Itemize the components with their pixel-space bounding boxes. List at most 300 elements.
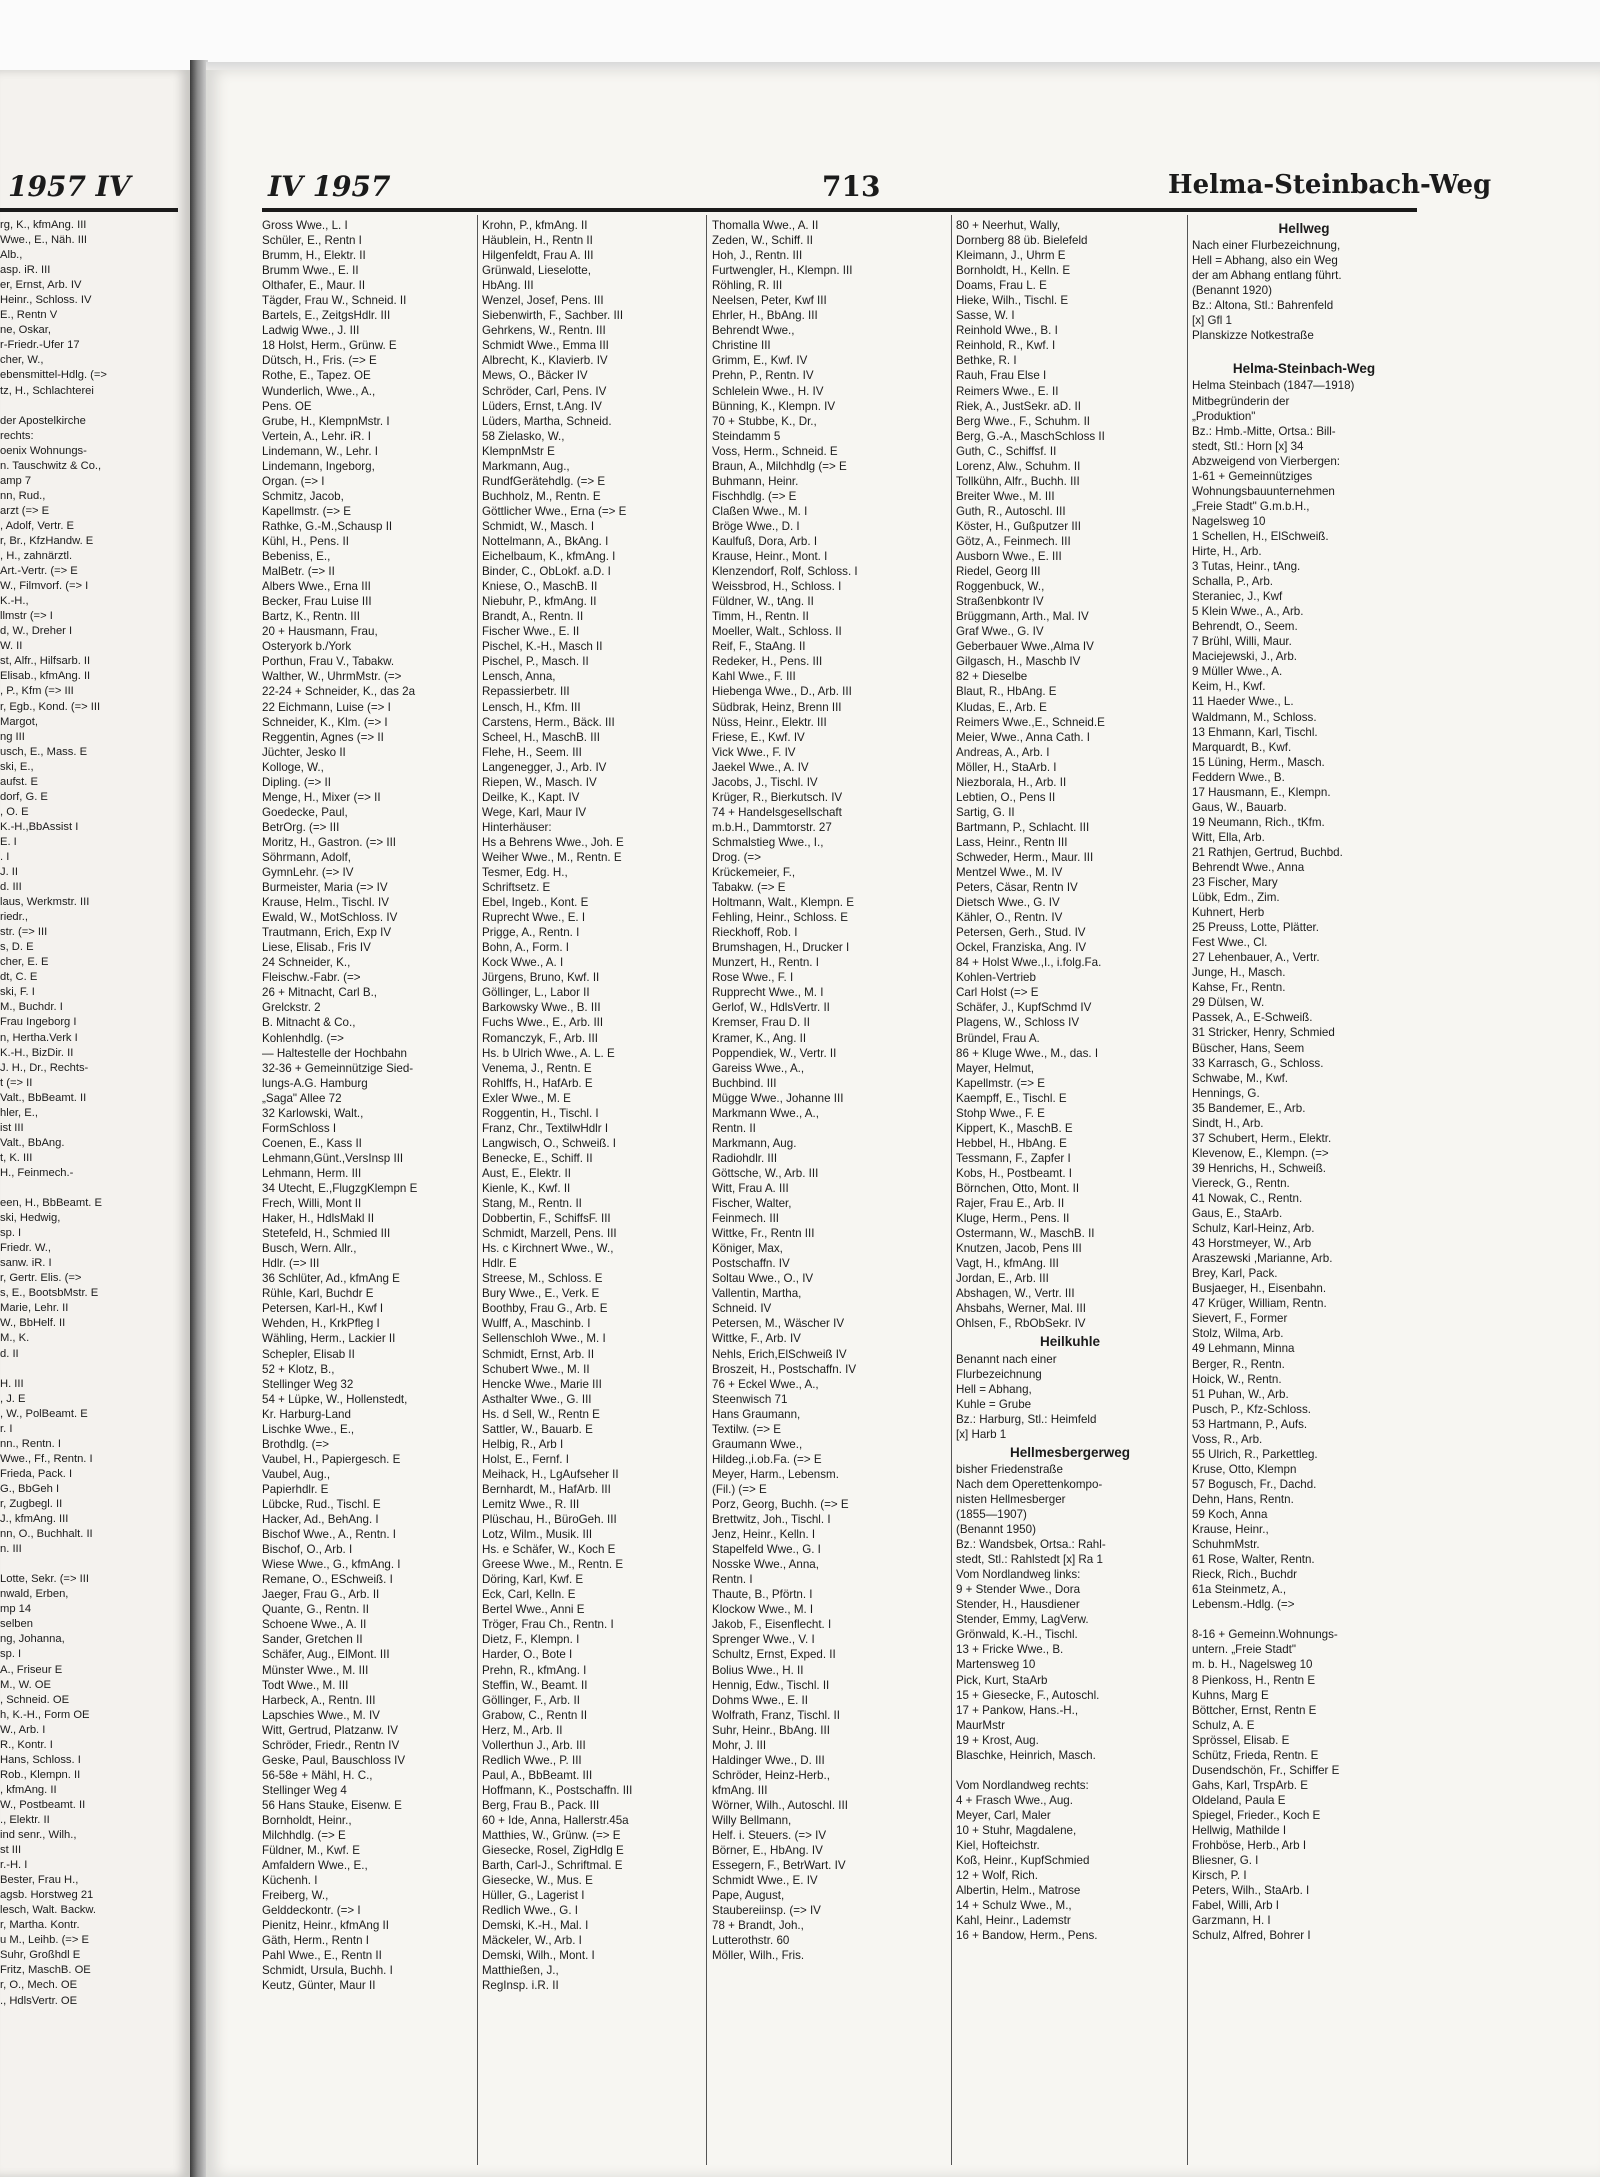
directory-line: Fischer, Walter, bbox=[712, 1197, 792, 1211]
column-divider bbox=[1187, 215, 1188, 2165]
directory-line: Busjaeger, H., Eisenbahn. bbox=[1192, 1282, 1327, 1296]
directory-line: M., W. OE bbox=[0, 1678, 51, 1691]
directory-line: Küchenh. I bbox=[262, 1874, 318, 1888]
directory-line: Jordan, E., Arb. III bbox=[956, 1272, 1049, 1286]
directory-line: Markmann, Aug. bbox=[712, 1136, 797, 1150]
directory-column-2 bbox=[482, 218, 700, 2163]
directory-line: Markmann Wwe., A., bbox=[712, 1106, 819, 1120]
directory-line: 82 + Dieselbe bbox=[956, 670, 1028, 684]
directory-line: 9 Müller Wwe., A. bbox=[1192, 665, 1283, 679]
directory-line: Viereck, G., Rentn. bbox=[1192, 1176, 1290, 1190]
directory-line: Nehls, Erich,ElSchweiß IV bbox=[712, 1347, 847, 1361]
directory-line: Boothby, Frau G., Arb. E bbox=[482, 1302, 608, 1316]
directory-line: Munzert, H., Rentn. I bbox=[712, 956, 819, 970]
directory-line: Weiher Wwe., M., Rentn. E bbox=[482, 850, 622, 864]
directory-line: 10 + Stuhr, Magdalene, bbox=[956, 1823, 1077, 1837]
directory-line: Guth, C., Schiffsf. II bbox=[956, 444, 1057, 458]
page-number: 713 bbox=[822, 170, 881, 203]
directory-line: Pienitz, Heinr., kfmAng II bbox=[262, 1919, 389, 1933]
directory-line: t, K. III bbox=[0, 1151, 33, 1164]
directory-line: Klenzendorf, Rolf, Schloss. I bbox=[712, 565, 858, 579]
directory-line: Guth, R., Autoschl. III bbox=[956, 504, 1066, 518]
directory-line: R., Kontr. I bbox=[0, 1738, 53, 1751]
directory-line: r, Egb., Kond. (=> III bbox=[0, 700, 101, 713]
directory-line: Sander, Gretchen II bbox=[262, 1633, 363, 1647]
directory-line: Paul, A., BbBeamt. III bbox=[482, 1768, 593, 1782]
directory-line: Schmidt, Marzell, Pens. III bbox=[482, 1227, 617, 1241]
directory-line: Krüger, R., Bierkutsch. IV bbox=[712, 790, 843, 804]
directory-line: Krückemeier, F., bbox=[712, 866, 796, 880]
directory-line: Jakob, F., Eisenflecht. I bbox=[712, 1618, 832, 1632]
directory-line: Soltau Wwe., O., IV bbox=[712, 1272, 814, 1286]
directory-line: KlempnMstr E bbox=[482, 444, 555, 458]
directory-line: Kapellmstr. (=> E bbox=[262, 504, 351, 518]
directory-line: Kohlen-Vertrieb bbox=[956, 971, 1036, 985]
directory-line: Kaulfuß, Dora, Arb. I bbox=[712, 534, 818, 548]
directory-line: Kühl, H., Pens. II bbox=[262, 534, 349, 548]
directory-line: Hebbel, H., HbAng. E bbox=[956, 1136, 1067, 1150]
directory-line: ski, F. I bbox=[0, 986, 35, 999]
directory-line: Schubert Wwe., M. II bbox=[482, 1362, 590, 1376]
directory-line: Markmann, Aug., bbox=[482, 459, 570, 473]
directory-line: Schütz, Frieda, Rentn. E bbox=[1192, 1748, 1319, 1762]
column-divider bbox=[706, 215, 707, 2165]
directory-line: Witt, Ella, Arb. bbox=[1192, 830, 1265, 844]
directory-line: Porz, Georg, Buchh. (=> E bbox=[712, 1497, 849, 1511]
directory-line: Quante, G., Rentn. II bbox=[262, 1603, 369, 1617]
directory-line: Langwisch, O., Schweiß. I bbox=[482, 1136, 617, 1150]
directory-line: Meyer, Carl, Maler bbox=[956, 1808, 1051, 1822]
directory-line: Nagelsweg 10 bbox=[1192, 514, 1266, 528]
directory-line: ind senr., Wilh., bbox=[0, 1829, 77, 1842]
directory-line: Sprenger Wwe., V. I bbox=[712, 1633, 815, 1647]
directory-line: Bornholdt, H., Kelln. E bbox=[956, 264, 1071, 278]
directory-line: 14 + Schulz Wwe., M., bbox=[956, 1899, 1072, 1913]
directory-line: Elisab., kfmAng. II bbox=[0, 670, 91, 683]
directory-line: sp. I bbox=[0, 1648, 22, 1661]
directory-line: Pape, August, bbox=[712, 1889, 785, 1903]
directory-line: Hoh, J., Rentn. III bbox=[712, 249, 803, 263]
directory-line: Niezborala, H., Arb. II bbox=[956, 775, 1067, 789]
directory-line: Giesecke, Rosel, ZigHdlg E bbox=[482, 1844, 624, 1858]
directory-line: m.b.H., Dammtorstr. 27 bbox=[712, 820, 832, 834]
directory-line: Knutzen, Jacob, Pens III bbox=[956, 1242, 1082, 1256]
directory-line: Prehn, R., kfmAng. I bbox=[482, 1663, 587, 1677]
directory-line: Suhr, Heinr., BbAng. III bbox=[712, 1723, 830, 1737]
directory-line: Hdlr. (=> III bbox=[262, 1257, 320, 1271]
page-header-street: Helma-Steinbach-Weg bbox=[1168, 170, 1492, 200]
directory-line: Köster, H., Gußputzer III bbox=[956, 519, 1082, 533]
directory-line: Ewald, W., MotSchloss. IV bbox=[262, 911, 398, 925]
directory-line: Meier, Wwe., Anna Cath. I bbox=[956, 730, 1091, 744]
directory-line: Schultz, Ernst, Exped. II bbox=[712, 1648, 836, 1662]
directory-line: Binder, C., ObLokf. a.D. I bbox=[482, 565, 611, 579]
directory-line: tz, H., Schlachterei bbox=[0, 384, 94, 397]
directory-line: K.-H., bbox=[0, 595, 29, 608]
directory-line: 17 Hausmann, E., Klempn. bbox=[1192, 785, 1331, 799]
directory-line: Reimers Wwe., E. II bbox=[956, 384, 1059, 398]
directory-line: , H., zahnärztl. bbox=[0, 550, 73, 563]
directory-column-5 bbox=[1192, 218, 1416, 2163]
directory-line: Brumm, H., Elektr. II bbox=[262, 249, 366, 263]
directory-line: Niebuhr, P., kfmAng. II bbox=[482, 595, 597, 609]
directory-line: Hs. b Ulrich Wwe., A. L. E bbox=[482, 1046, 615, 1060]
directory-line bbox=[956, 1763, 1184, 1778]
directory-line: Lebensm.-Hdlg. (=> bbox=[1192, 1598, 1295, 1612]
directory-line: 5 Klein Wwe., A., Arb. bbox=[1192, 605, 1304, 619]
directory-line: cher, W., bbox=[0, 354, 44, 367]
directory-line: der am Abhang entlang führt. bbox=[1192, 269, 1342, 283]
directory-line: Bz.: Hmb.-Mitte, Ortsa.: Bill- bbox=[1192, 424, 1336, 438]
directory-line: Straßenbkontr IV bbox=[956, 595, 1044, 609]
directory-line: agsb. Horstweg 21 bbox=[0, 1889, 94, 1902]
directory-line: Ausborn Wwe., E. III bbox=[956, 550, 1062, 564]
directory-line: Voss, R., Arb. bbox=[1192, 1432, 1263, 1446]
directory-line: Dornberg 88 üb. Bielefeld bbox=[956, 234, 1088, 248]
directory-line: J., kfmAng. III bbox=[0, 1513, 69, 1526]
directory-line: Lindemann, Ingeborg, bbox=[262, 459, 375, 473]
directory-line: Pahl Wwe., E., Rentn II bbox=[262, 1949, 382, 1963]
directory-line: Schulz, Alfred, Bohrer I bbox=[1192, 1929, 1311, 1943]
directory-line: Jaeger, Frau G., Arb. II bbox=[262, 1588, 380, 1602]
directory-line: Steenwisch 71 bbox=[712, 1392, 788, 1406]
directory-line: Sievert, F., Former bbox=[1192, 1312, 1288, 1326]
directory-line: W., Postbeamt. II bbox=[0, 1798, 86, 1811]
directory-line: Bury Wwe., E., Verk. E bbox=[482, 1287, 600, 1301]
directory-line: Essegern, F., BetrWart. IV bbox=[712, 1859, 846, 1873]
directory-line: Wähling, Herm., Lackier II bbox=[262, 1332, 396, 1346]
directory-line: Reinhold, R., Kwf. I bbox=[956, 339, 1056, 353]
directory-line: Mews, O., Bäcker IV bbox=[482, 369, 588, 383]
directory-line: Alb., bbox=[0, 249, 23, 262]
directory-line: Carstens, Herm., Bäck. III bbox=[482, 715, 615, 729]
directory-line: Grünwald, Lieselotte, bbox=[482, 264, 591, 278]
directory-line: Kaempff, E., Tischl. E bbox=[956, 1091, 1067, 1105]
directory-line: Helbig, R., Arb I bbox=[482, 1437, 564, 1451]
directory-line: Brüggmann, Arth., Mal. IV bbox=[956, 610, 1089, 624]
directory-line: Sindt, H., Arb. bbox=[1192, 1116, 1264, 1130]
directory-line: Jenz, Heinr., Kelln. I bbox=[712, 1528, 816, 1542]
directory-line: Dietsch Wwe., G. IV bbox=[956, 896, 1060, 910]
directory-line: Bethke, R. I bbox=[956, 354, 1017, 368]
directory-line: 9 + Stender Wwe., Dora bbox=[956, 1583, 1081, 1597]
directory-line: 7 Brühl, Willi, Maur. bbox=[1192, 635, 1292, 649]
directory-line: 8 Pienkoss, H., Rentn E bbox=[1192, 1673, 1316, 1687]
directory-line: Lehmann,Günt.,VersInsp III bbox=[262, 1151, 404, 1165]
directory-line: Hieke, Wilh., Tischl. E bbox=[956, 294, 1069, 308]
directory-line: Bertel Wwe., Anni E bbox=[482, 1603, 585, 1617]
directory-line: Behrendt Wwe., bbox=[712, 324, 795, 338]
directory-line: Peters, Cäsar, Rentn IV bbox=[956, 881, 1078, 895]
directory-line: Schmidt Wwe., Emma III bbox=[482, 339, 609, 353]
directory-line bbox=[1192, 1612, 1416, 1627]
directory-line: Prigge, A., Rentn. I bbox=[482, 926, 580, 940]
directory-line: Sasse, W. I bbox=[956, 309, 1015, 323]
directory-line: Koß, Heinr., KupfSchmied bbox=[956, 1854, 1090, 1868]
directory-line: Lübk, Edm., Zim. bbox=[1192, 891, 1280, 905]
directory-line: Marquardt, B., Kwf. bbox=[1192, 740, 1292, 754]
directory-line: Moritz, H., Gastron. (=> III bbox=[262, 835, 397, 849]
directory-line: Albertin, Helm., Matrose bbox=[956, 1884, 1081, 1898]
directory-line: Christine III bbox=[712, 339, 771, 353]
directory-line: 4 + Frasch Wwe., Aug. bbox=[956, 1793, 1073, 1807]
directory-line: Dipling. (=> II bbox=[262, 775, 331, 789]
directory-line: Plüschau, H., BüroGeh. III bbox=[482, 1513, 617, 1527]
directory-line: Ladwig Wwe., J. III bbox=[262, 324, 360, 338]
directory-line: Hs a Behrens Wwe., Joh. E bbox=[482, 835, 624, 849]
directory-line: ., HdlsVertr. OE bbox=[0, 1994, 78, 2007]
street-heading: Helma-Steinbach-Weg bbox=[1232, 361, 1376, 377]
directory-line: 1 Schellen, H., ElSchweiß. bbox=[1192, 529, 1329, 543]
directory-line: , P., Kfm (=> III bbox=[0, 685, 74, 698]
directory-line: Harbeck, A., Rentn. III bbox=[262, 1693, 376, 1707]
directory-line: r, Zugbegl. II bbox=[0, 1497, 63, 1510]
directory-line: 26 + Mitnacht, Carl B., bbox=[262, 986, 378, 1000]
directory-line: Stohp Wwe., F. E bbox=[956, 1106, 1045, 1120]
directory-line: Jürgens, Bruno, Kwf. II bbox=[482, 971, 600, 985]
directory-line: Kippert, K., MaschB. E bbox=[956, 1121, 1073, 1135]
directory-line: Münster Wwe., M. III bbox=[262, 1663, 369, 1677]
directory-line: Gäth, Herm., Rentn I bbox=[262, 1934, 369, 1948]
directory-line: Nottelmann, A., BkAng. I bbox=[482, 534, 609, 548]
directory-line: Albers Wwe., Erna III bbox=[262, 580, 371, 594]
directory-line: r, Gertr. Elis. (=> bbox=[0, 1272, 82, 1285]
directory-line: 19 + Krost, Aug. bbox=[956, 1733, 1039, 1747]
directory-line: Bartels, E., ZeitgsHdlr. III bbox=[262, 309, 391, 323]
directory-line: Kock Wwe., A. I bbox=[482, 956, 564, 970]
directory-line: H., Feinmech.- bbox=[0, 1166, 74, 1179]
directory-line: Hencke Wwe., Marie III bbox=[482, 1377, 602, 1391]
directory-line: Hans Graumann, bbox=[712, 1407, 801, 1421]
directory-line: Oldeland, Paula E bbox=[1192, 1793, 1286, 1807]
directory-line: untern. „Freie Stadt" bbox=[1192, 1643, 1296, 1657]
directory-line: Bartmann, P., Schlacht. III bbox=[956, 820, 1090, 834]
directory-line: 12 + Wolf, Rich. bbox=[956, 1869, 1038, 1883]
directory-line: nn, O., Buchhalt. II bbox=[0, 1528, 93, 1541]
directory-line: 74 + Handelsgesellschaft bbox=[712, 805, 842, 819]
directory-line: 84 + Holst Wwe.,I., i.folg.Fa. bbox=[956, 956, 1102, 970]
directory-line: Araszewski ,Marianne, Arb. bbox=[1192, 1252, 1333, 1266]
directory-line: Schlelein Wwe., H. IV bbox=[712, 384, 824, 398]
directory-line: arzt (=> E bbox=[0, 504, 50, 517]
directory-line: MalBetr. (=> II bbox=[262, 565, 335, 579]
directory-line: 16 + Bandow, Herm., Pens. bbox=[956, 1929, 1098, 1943]
directory-line: hler, E., bbox=[0, 1106, 38, 1119]
directory-line: ng III bbox=[0, 730, 25, 743]
directory-line: M., K. bbox=[0, 1332, 30, 1345]
directory-line: Häublein, H., Rentn II bbox=[482, 234, 593, 248]
directory-line: Stolz, Wilma, Arb. bbox=[1192, 1327, 1284, 1341]
directory-line: Flurbezeichnung bbox=[956, 1367, 1042, 1381]
directory-line: Krause, Heinr., bbox=[1192, 1523, 1269, 1537]
directory-line: Aust, E., Elektr. II bbox=[482, 1166, 571, 1180]
directory-line: 58 Zielasko, W., bbox=[482, 429, 565, 443]
directory-line: Südbrak, Heinz, Brenn III bbox=[712, 700, 842, 714]
directory-line: Drog. (=> bbox=[712, 850, 761, 864]
directory-line: nn, Rud., bbox=[0, 489, 46, 502]
directory-line: Riek, A., JustSekr. aD. II bbox=[956, 399, 1082, 413]
directory-line: [x] Harb 1 bbox=[956, 1427, 1007, 1441]
directory-line: Mäckeler, W., Arb. I bbox=[482, 1934, 582, 1948]
directory-line: B. Mitnacht & Co., bbox=[262, 1016, 356, 1030]
directory-line: W. II bbox=[0, 640, 23, 653]
directory-line: Stetefeld, H., Schmied III bbox=[262, 1227, 391, 1241]
directory-line: 78 + Brandt, Joh., bbox=[712, 1919, 804, 1933]
directory-line: Gross Wwe., L. I bbox=[262, 219, 348, 232]
directory-line: Junge, H., Masch. bbox=[1192, 966, 1286, 980]
directory-line: Schneider, K., Klm. (=> I bbox=[262, 715, 388, 729]
directory-line: Fehling, Heinr., Schloss. E bbox=[712, 911, 848, 925]
directory-line: Möller, H., StaArb. I bbox=[956, 760, 1057, 774]
directory-line: asp. iR. III bbox=[0, 264, 51, 277]
directory-line: Wittke, Fr., Rentn III bbox=[712, 1227, 815, 1241]
directory-line: Schäfer, J., KupfSchmd IV bbox=[956, 1001, 1092, 1015]
directory-line: Lindemann, W., Lehr. I bbox=[262, 444, 379, 458]
directory-line: 32-36 + Gemeinnützige Sied- bbox=[262, 1061, 414, 1075]
directory-line: d. II bbox=[0, 1347, 19, 1360]
directory-line: Wunderlich, Wwe., A., bbox=[262, 384, 376, 398]
directory-line: lesch, Walt. Backw. bbox=[0, 1904, 96, 1917]
directory-line: Tessmann, F., Zapfer I bbox=[956, 1151, 1071, 1165]
directory-line: K.-H.,BbAssist I bbox=[0, 820, 79, 833]
directory-line: Textilw. (=> E bbox=[712, 1422, 781, 1436]
directory-line: Rose Wwe., F. I bbox=[712, 971, 794, 985]
directory-line: Barkowsky Wwe., B. III bbox=[482, 1001, 601, 1015]
directory-line: Tröger, Frau Ch., Rentn. I bbox=[482, 1618, 614, 1632]
directory-line: Stellinger Weg 32 bbox=[262, 1377, 354, 1391]
directory-line: Maciejewski, J., Arb. bbox=[1192, 650, 1298, 664]
directory-line: Buchholz, M., Rentn. E bbox=[482, 489, 601, 503]
directory-line: Hinterhäuser: bbox=[482, 820, 552, 834]
directory-line: Streese, M., Schloss. E bbox=[482, 1272, 603, 1286]
directory-line: Hüller, G., Lagerist I bbox=[482, 1889, 585, 1903]
directory-line: Fleischw.-Fabr. (=> bbox=[262, 971, 361, 985]
directory-line: Venema, J., Rentn. E bbox=[482, 1061, 592, 1075]
directory-line: Haker, H., HdlsMakl II bbox=[262, 1212, 375, 1226]
directory-line: Graumann Wwe., bbox=[712, 1437, 803, 1451]
directory-line: Eichelbaum, K., kfmAng. I bbox=[482, 550, 616, 564]
directory-line: Brey, Karl, Pack. bbox=[1192, 1267, 1278, 1281]
directory-line: Franz, Chr., TextilwHdlr I bbox=[482, 1121, 609, 1135]
directory-line: SchuhmMstr. bbox=[1192, 1538, 1260, 1552]
directory-line: Kahl, Heinr., Lademstr bbox=[956, 1914, 1071, 1928]
directory-line: s, E., BootsbMstr. E bbox=[0, 1287, 99, 1300]
directory-line: Kobs, H., Postbeamt. I bbox=[956, 1166, 1072, 1180]
directory-line: Papierhdlr. E bbox=[262, 1482, 329, 1496]
directory-column-3 bbox=[712, 218, 948, 2163]
directory-line: Brothdlg. (=> bbox=[262, 1437, 330, 1451]
directory-line: Börnchen, Otto, Mont. II bbox=[956, 1182, 1080, 1195]
directory-line: Kirsch, P. I bbox=[1192, 1869, 1247, 1883]
directory-line: Vom Nordlandweg links: bbox=[956, 1568, 1081, 1582]
directory-line: Bliesner, G. I bbox=[1192, 1854, 1259, 1868]
directory-line: Gerlof, W., HdlsVertr. II bbox=[712, 1001, 830, 1015]
directory-line: Hellwig, Mathilde I bbox=[1192, 1823, 1287, 1837]
directory-line: Lübcke, Rud., Tischl. E bbox=[262, 1497, 381, 1511]
directory-line: Keutz, Günter, Maur II bbox=[262, 1979, 376, 1993]
directory-line: Mitbegründerin der bbox=[1192, 394, 1290, 408]
directory-line: Rieck, Rich., Buchdr bbox=[1192, 1568, 1298, 1582]
directory-line: Dehn, Hans, Rentn. bbox=[1192, 1492, 1294, 1506]
directory-line: Lehmann, Herm. III bbox=[262, 1166, 362, 1180]
directory-line: r, Br., KfzHandw. E bbox=[0, 534, 94, 547]
directory-line: Holst, E., Fernf. I bbox=[482, 1452, 569, 1466]
directory-line: Waldmann, M., Schloss. bbox=[1192, 710, 1317, 724]
directory-line: 25 Preuss, Lotte, Plätter. bbox=[1192, 921, 1319, 935]
directory-line: Friedr. W., bbox=[0, 1242, 51, 1255]
directory-line: Fritz, MaschB. OE bbox=[0, 1964, 91, 1977]
directory-line: Bolius Wwe., H. II bbox=[712, 1663, 804, 1677]
directory-line: Ehrler, H., BbAng. III bbox=[712, 309, 818, 323]
directory-line: Peters, Wilh., StaArb. I bbox=[1192, 1884, 1310, 1898]
directory-line: Roggenbuck, W., bbox=[956, 580, 1045, 594]
directory-line: nn., Rentn. I bbox=[0, 1437, 61, 1450]
directory-line: Tabakw. (=> E bbox=[712, 881, 786, 895]
directory-line: Börner, E., HbAng. IV bbox=[712, 1844, 823, 1858]
directory-line: Redlich Wwe., G. I bbox=[482, 1904, 578, 1918]
directory-line: Dobbertin, F., SchiffsF. III bbox=[482, 1212, 611, 1226]
directory-line: 80 + Neerhut, Wally, bbox=[956, 219, 1061, 232]
directory-line: Graf Wwe., G. IV bbox=[956, 625, 1044, 639]
directory-line: h, K.-H., Form OE bbox=[0, 1708, 90, 1721]
directory-line: Lotz, Wilm., Musik. III bbox=[482, 1528, 593, 1542]
directory-line: Fest Wwe., Cl. bbox=[1192, 936, 1268, 950]
directory-column-4 bbox=[956, 218, 1184, 2163]
header-rule bbox=[262, 208, 1417, 212]
directory-line: Valt., BbAng. bbox=[0, 1136, 65, 1149]
directory-line: Rohlffs, H., HafArb. E bbox=[482, 1076, 593, 1090]
directory-line: K.-H., BizDir. II bbox=[0, 1046, 74, 1059]
directory-line: „Produktion" bbox=[1192, 409, 1256, 423]
directory-line: Nach einer Flurbezeichnung, bbox=[1192, 239, 1341, 253]
directory-line: Bohn, A., Form. I bbox=[482, 941, 569, 955]
directory-line: Meihack, H., LgAufseher II bbox=[482, 1467, 619, 1481]
directory-line: RegInsp. i.R. II bbox=[482, 1979, 559, 1993]
directory-line: Jaekel Wwe., A. IV bbox=[712, 760, 809, 774]
directory-line: Zeden, W., Schiff. II bbox=[712, 234, 813, 248]
directory-line: Vaubel, H., Papiergesch. E bbox=[262, 1452, 401, 1466]
directory-line: Tollkühn, Alfr., Buchh. III bbox=[956, 474, 1080, 488]
directory-line: „Freie Stadt" G.m.b.H., bbox=[1192, 499, 1310, 513]
directory-line: Schepler, Elisab II bbox=[262, 1347, 355, 1361]
directory-line: Voss, Herm., Schneid. E bbox=[712, 444, 838, 458]
directory-line: Berg Wwe., F., Schuhm. II bbox=[956, 414, 1091, 428]
directory-line: Kuhns, Marg E bbox=[1192, 1688, 1269, 1702]
directory-line: rechts: bbox=[0, 429, 34, 442]
directory-line: Dietz, F., Klempn. I bbox=[482, 1633, 580, 1647]
directory-line: Becker, Frau Luise III bbox=[262, 595, 372, 609]
directory-line: Königer, Max, bbox=[712, 1242, 783, 1256]
directory-line: Füldner, M., Kwf. E bbox=[262, 1844, 360, 1858]
directory-line: 27 Lehenbauer, A., Vertr. bbox=[1192, 951, 1320, 965]
directory-line: Pick, Kurt, StaArb bbox=[956, 1673, 1048, 1687]
directory-line: Füldner, W., tAng. II bbox=[712, 595, 814, 609]
directory-line: Olthafer, E., Maur. II bbox=[262, 279, 366, 293]
directory-line: Kludas, E., Arb. E bbox=[956, 700, 1047, 714]
directory-line: Bz.: Wandsbek, Ortsa.: Rahl- bbox=[956, 1538, 1106, 1552]
directory-line: Wege, Karl, Maur IV bbox=[482, 805, 587, 819]
directory-line: Freiberg, W., bbox=[262, 1889, 329, 1903]
directory-line: u M., Leihb. (=> E bbox=[0, 1934, 89, 1947]
directory-line: J. H., Dr., Rechts- bbox=[0, 1061, 89, 1074]
directory-line: Fischhdlg. (=> E bbox=[712, 489, 797, 503]
directory-line: 56-58e + Mähl, H. C., bbox=[262, 1768, 373, 1782]
directory-line: Harder, O., Bote I bbox=[482, 1648, 573, 1662]
directory-line: 15 Lüning, Herm., Masch. bbox=[1192, 755, 1325, 769]
directory-line: Schröder, Friedr., Rentn IV bbox=[262, 1738, 400, 1752]
directory-line: FormSchloss I bbox=[262, 1121, 337, 1135]
directory-line: Schweder, Herm., Maur. III bbox=[956, 850, 1094, 864]
